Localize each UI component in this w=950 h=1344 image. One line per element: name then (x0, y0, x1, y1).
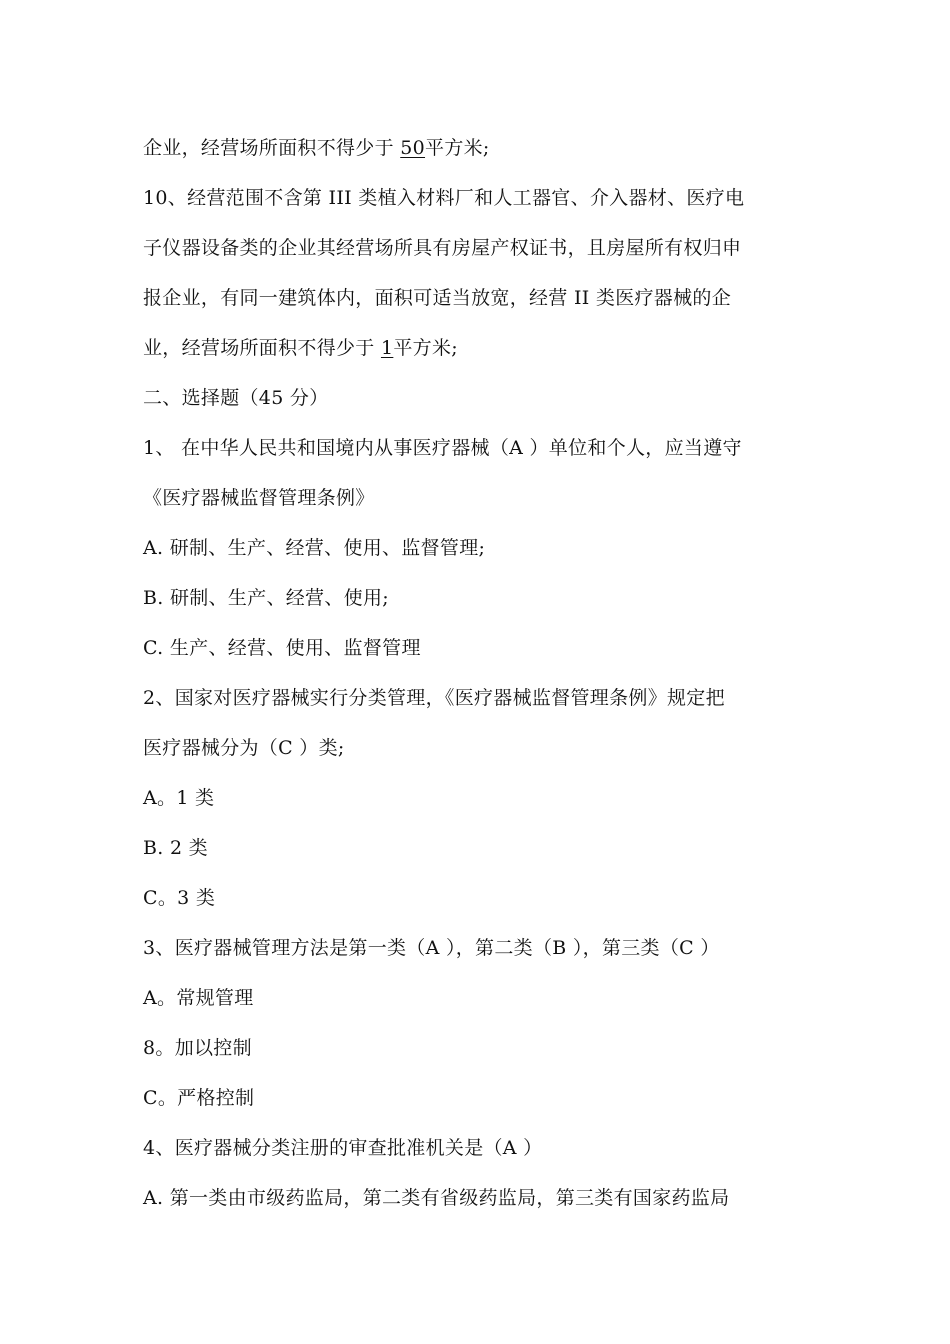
paragraph-line: 10、经营范围不含第 III 类植入材料厂和人工器官、介入器材、医疗电 (143, 187, 745, 209)
text-segment: 平方米; (393, 337, 458, 359)
question-text: 医疗器械分为（C ）类; (143, 737, 345, 759)
option-c: C。严格控制 (143, 1087, 255, 1109)
option-a: A. 第一类由市级药监局，第二类有省级药监局，第三类有国家药监局 (143, 1187, 730, 1209)
paragraph-line: 子仪器设备类的企业其经营场所具有房屋产权证书，且房屋所有权归申 (143, 237, 742, 259)
question-text: 2、国家对医疗器械实行分类管理，《医疗器械监督管理条例》规定把 (143, 687, 725, 709)
text-segment: 业，经营场所面积不得少于 (143, 337, 381, 359)
option-a: A. 研制、生产、经营、使用、监督管理; (143, 537, 486, 559)
text-segment: 企业，经营场所面积不得少于 (143, 137, 401, 159)
question-text: 3、医疗器械管理方法是第一类（A ），第二类（B ），第三类（C ） (143, 937, 720, 959)
option-b: B. 2 类 (143, 837, 208, 859)
answer-blank: 50 (400, 137, 426, 159)
question-text: 4、医疗器械分类注册的审查批准机关是（A ） (143, 1137, 543, 1159)
answer-blank: 1 (380, 337, 394, 359)
paragraph-line (143, 335, 823, 361)
option-c: C。3 类 (143, 887, 216, 909)
option-b: B. 研制、生产、经营、使用; (143, 587, 389, 609)
text-segment: 平方米; (425, 137, 490, 159)
paragraph-line (143, 135, 823, 161)
question-text: 1、 在中华人民共和国境内从事医疗器械（A ）单位和个人，应当遵守 (143, 437, 742, 459)
paragraph-line: 报企业，有同一建筑体内，面积可适当放宽，经营 II 类医疗器械的企 (143, 287, 731, 309)
question-text: 《医疗器械监督管理条例》 (143, 487, 375, 509)
option-a: A。1 类 (143, 787, 215, 809)
option-a: A。常规管理 (143, 987, 254, 1009)
option-c: C. 生产、经营、使用、监督管理 (143, 637, 421, 659)
option-b: 8。加以控制 (143, 1037, 252, 1059)
section-heading: 二、选择题（45 分） (143, 387, 329, 409)
